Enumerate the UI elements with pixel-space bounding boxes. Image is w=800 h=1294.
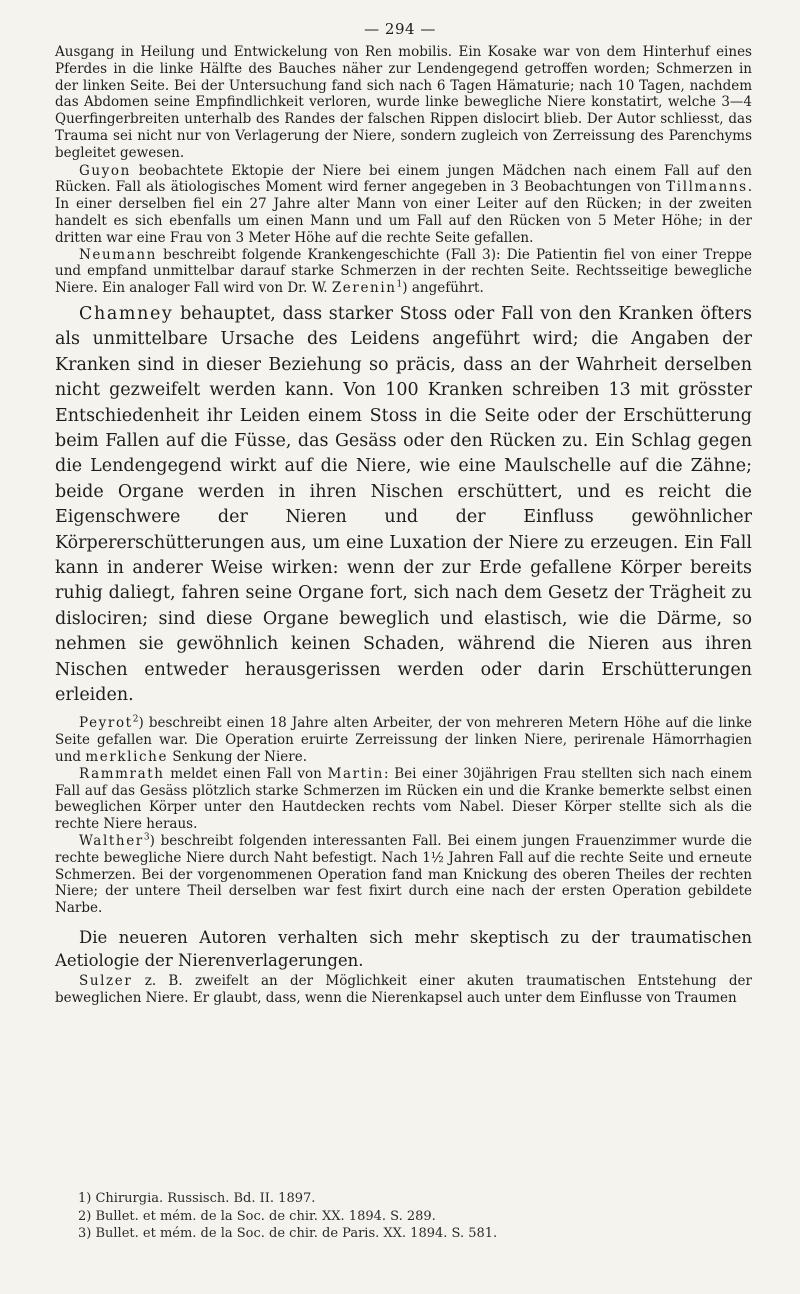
paragraph-text: z. B. zweifelt an der Möglichkeit einer akuten traumatischen Entstehung der beweglichen Niere. Er glaubt, dass, wenn die Nierenkapsel auch unter dem Einflusse von Traumen <box>55 973 752 1006</box>
author-name: Sulzer <box>79 973 133 990</box>
paragraph-text: ) beschreibt einen 18 Jahre alten Arbeiter, der von mehreren Metern Höhe auf die linke Seite gefallen war. Die Operation eruirte Zerreissung der linken Niere, perirenale Hämorrhagien und <box>55 715 752 766</box>
paragraph-8: Die neueren Autoren verhalten sich mehr skeptisch zu der traumatischen Aetiologie der Nierenverlagerungen. <box>55 928 752 971</box>
author-name: Rammrath <box>79 765 165 782</box>
paragraph-4 <box>55 302 752 709</box>
footnotes <box>78 1190 728 1243</box>
paragraph-text: behauptet, dass starker Stoss oder Fall von den Kranken öfters als unmittelbare Ursache des Leidens angeführt wird; die Angaben der Kranken sind in dieser Beziehung so präcis, dass an der Wahrheit derselben nicht gezweifelt werden kann. Von 100 Kranken schreiben 13 mit grösster Entschiedenheit ihr Leiden einem Stoss in die Seite oder der Erschütterung beim Fallen auf die Füsse, das Gesäss oder den Rücken zu. Ein Schlag gegen die Lendengegend wirkt auf die Niere, wie eine Maulschelle auf die Zähne; beide Organe werden in ihren Nischen erschüttert, und es reicht die Eigenschwere der Nieren und der Einfluss gewöhnlicher Körpererschütterungen aus, um eine Luxation der Niere zu erzeugen. Ein Fall kann in anderer Weise wirken: wenn der zur Erde gefallene Körper bereits ruhig daliegt, fahren seine Organe fort, sich nach dem Gesetz der Trägheit zu dislociren; sind diese Organe beweglich und elastisch, wie die Därme, so nehmen sie gewöhnlich keinen Schaden, während die Nieren aus ihren Nischen entweder herausgerissen werden oder darin Erschütterungen erleiden. <box>55 303 752 706</box>
paragraph-5 <box>55 715 752 765</box>
author-name: Neumann <box>79 246 157 263</box>
author-name: Martin <box>327 765 384 782</box>
paragraph-3 <box>55 247 752 297</box>
paragraph-text: ) beschreibt folgenden interessanten Fall. Bei einem jungen Frauenzimmer wurde die rechte bewegliche Niere durch Naht befestigt. Nach 1½ Jahren Fall auf die rechte Seite und erneute Schmerzen. Bei der vorgenommenen Operation fand man Knickung des oberen Theiles der rechten Niere; der untere Theil derselben war fest fixirt durch eine nach der ersten Operation gebildete Narbe. <box>55 833 752 917</box>
paragraph-2 <box>55 163 752 247</box>
paragraph-text: beschreibt folgende Krankengeschichte (Fall 3): Die Patientin fiel von einer Treppe und empfand unmittelbar darauf starke Schmerzen in der rechten Seite. Rechtsseitige bewegliche Niere. Ein analoger Fall wird von Dr. W. <box>55 246 752 297</box>
author-name: Guyon <box>79 162 131 179</box>
author-name: Tillmanns <box>666 179 748 196</box>
emphasized-word: merkliche <box>85 749 169 766</box>
paragraph-7 <box>55 833 752 917</box>
footnote-marker: 2 <box>132 714 139 725</box>
footnote-marker: 3 <box>143 832 150 843</box>
author-name: Walther <box>79 833 144 850</box>
paragraph-9 <box>55 973 752 1007</box>
paragraph-text: Senkung der Niere. <box>168 749 308 766</box>
paragraph-6 <box>55 766 752 833</box>
paragraph-text: ) angeführt. <box>402 280 484 297</box>
footnote-3: 3) Bullet. et mém. de la Soc. de chir. de Paris. XX. 1894. S. 581. <box>78 1226 498 1241</box>
author-name: Zerenin <box>331 280 397 297</box>
paragraph-text: : Bei einer 30jährigen Frau stellten sich nach einem Fall auf das Gesäss plötzlich starke Schmerzen im Rücken ein und die Kranke bemerkte selbst einen beweglichen Körper unter den Hautdecken rechts vom Nabel. Dieser Körper stellte sich als die rechte Niere heraus. <box>55 765 752 833</box>
paragraph-text: . In einer derselben fiel ein 27 Jahre alter Mann von einer Leiter auf den Rücken; in der zweiten handelt es sich ebenfalls um einen Mann und um Fall auf den Rücken von 5 Meter Höhe; in der dritten war eine Frau von 3 Meter Höhe auf die rechte Seite gefallen. <box>55 179 752 246</box>
footnote-2: 2) Bullet. et mém. de la Soc. de chir. XX. 1894. S. 289. <box>78 1208 436 1224</box>
paragraph-1: Ausgang in Heilung und Entwickelung von Ren mobilis. Ein Kosake war von dem Hinterhuf eines Pferdes in die linke Hälfte des Bauches näher zur Lendengegend getroffen worden; Schmerzen in der linken Seite. Bei der Untersuchung fand sich nach 6 Tagen Hämaturie; nach 10 Tagen, nachdem das Abdomen seine Empfindlichkeit verloren, wurde linke bewegliche Niere konstatirt, welche 3—4 Querfingerbreiten unterhalb des Randes der falschen Rippen dislocirt blieb. Der Autor schliesst, das Trauma sei nicht nur von Verlagerung der Niere, sondern zugleich von Zerreissung des Parenchyms begleitet gewesen. <box>55 44 752 161</box>
author-name: Chamney <box>79 303 174 324</box>
footnote-1: 1) Chirurgia. Russisch. Bd. II. 1897. <box>78 1191 316 1206</box>
paragraph-text: beobachtete Ektopie der Niere bei einem jungen Mädchen nach einem Fall auf den Rücken. Fall als ätiologisches Moment wird ferner angegeben in 3 Beobachtungen von <box>55 162 752 196</box>
paragraph-text: meldet einen Fall von <box>164 765 328 782</box>
page-body <box>55 44 752 1007</box>
footnote-marker: 1 <box>396 279 403 290</box>
page-number: — 294 — <box>364 20 436 38</box>
author-name: Peyrot <box>79 715 133 732</box>
